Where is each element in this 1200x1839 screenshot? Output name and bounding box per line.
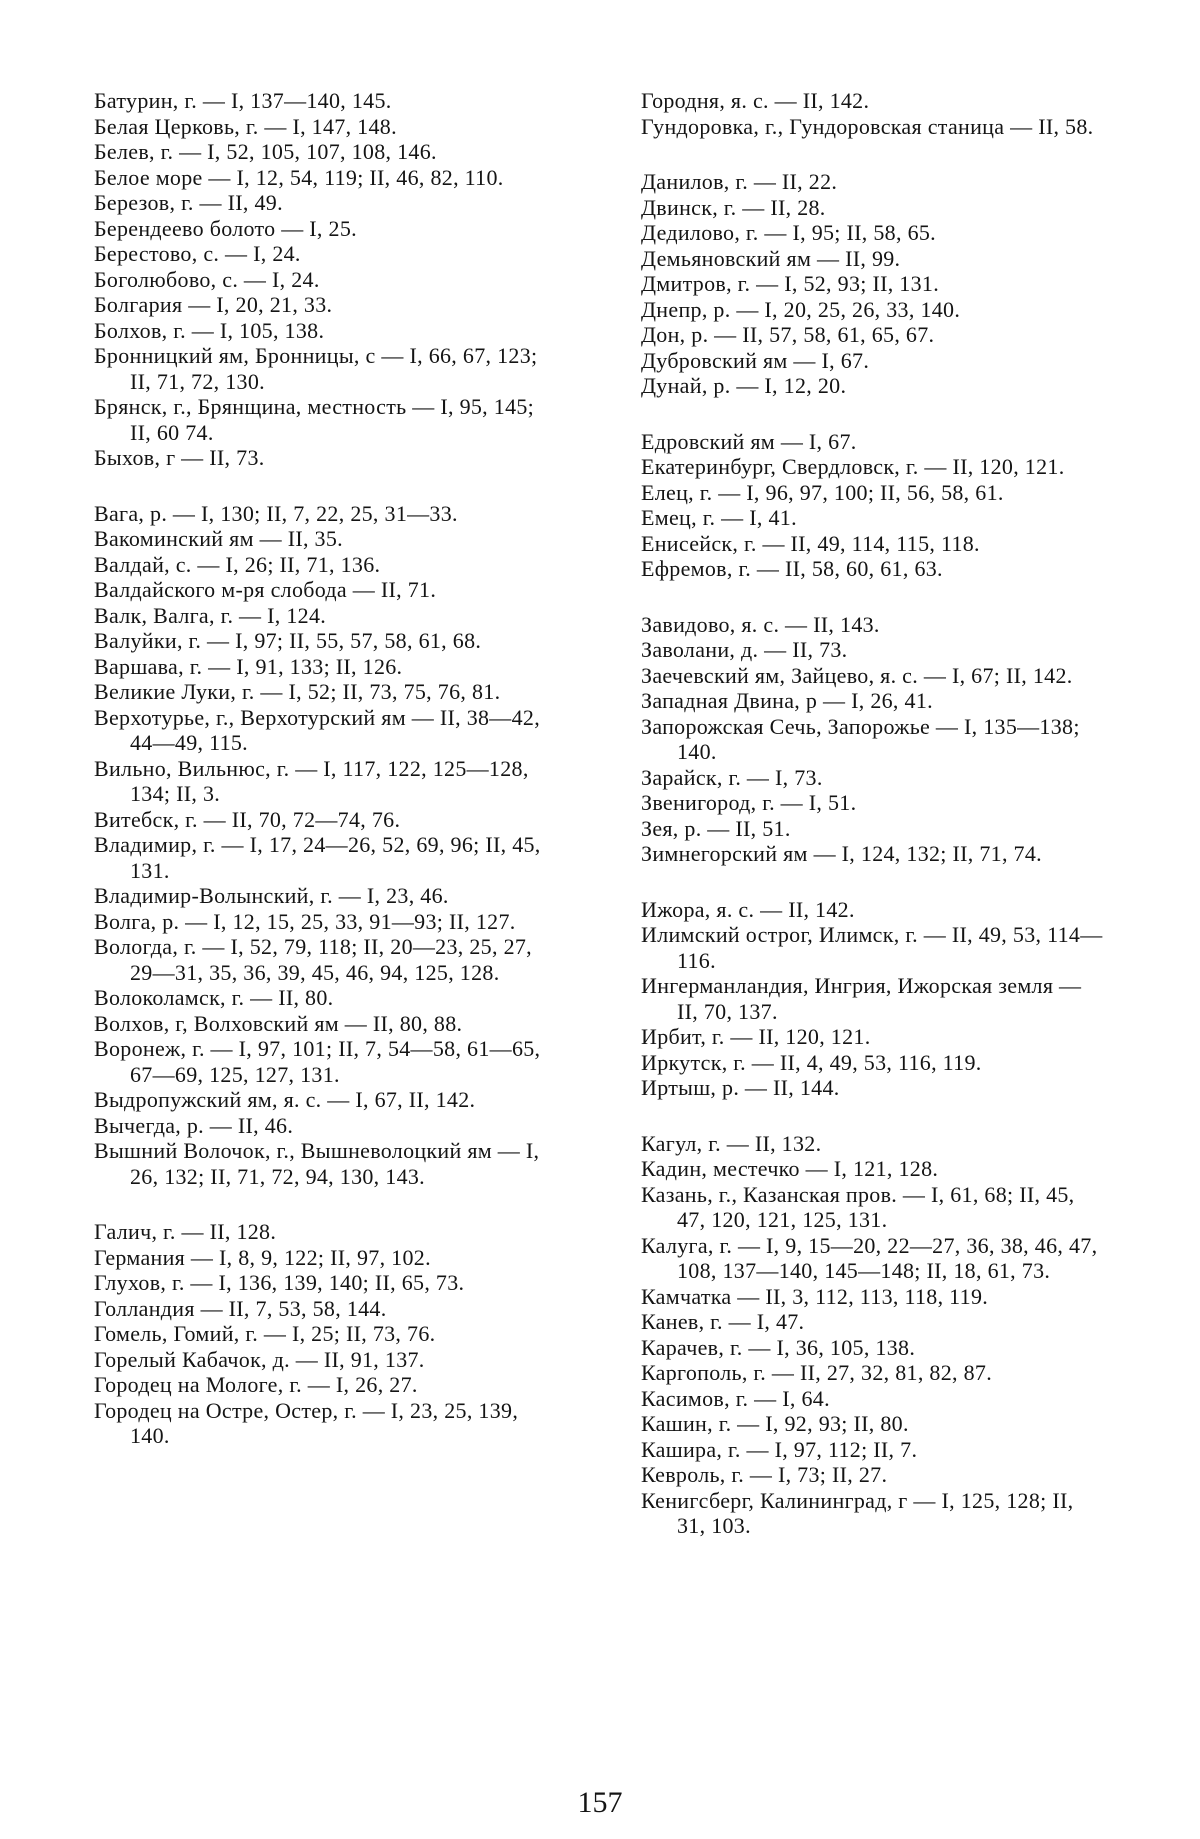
- index-entry: Елец, г. — I, 96, 97, 100; II, 56, 58, 61.: [641, 479, 1004, 505]
- index-entry: Выдропужский ям, я. с. — I, 67, II, 142.: [94, 1087, 476, 1112]
- letter-group-separator: [641, 1101, 1107, 1131]
- index-entry: Ирбит, г. — II, 120, 121.: [641, 1024, 871, 1049]
- index-entry: Канев, г. — I, 47.: [641, 1309, 805, 1334]
- letter-group-separator: [641, 867, 1107, 897]
- index-entry: Едровский ям — I, 67.: [641, 428, 857, 454]
- index-entry: Варшава, г. — I, 91, 133; II, 126.: [94, 653, 403, 679]
- index-entry: Калуга, г. — I, 9, 15—20, 22—27, 36, 38, 46, 47, 108, 137—140, 145—148; II, 18, 61, 73.: [641, 1232, 1098, 1283]
- index-entry: Владимир, г. — I, 17, 24—26, 52, 69, 96; II, 45, 131.: [94, 832, 541, 883]
- index-entry: Белое море — I, 12, 54, 119; II, 46, 82, 110.: [94, 164, 504, 190]
- index-entry: Кевроль, г. — I, 73; II, 27.: [641, 1462, 888, 1487]
- index-entry: Зея, р. — II, 51.: [641, 815, 791, 841]
- index-entry: Вышний Волочок, г., Вышневолоцкий ям — I, 26, 132; II, 71, 72, 94, 130, 143.: [94, 1138, 540, 1189]
- letter-group-separator: [641, 139, 1107, 169]
- index-entry: Кашира, г. — I, 97, 112; II, 7.: [641, 1436, 918, 1462]
- index-entry: Зарайск, г. — I, 73.: [641, 764, 823, 790]
- index-entry: Иртыш, р. — II, 144.: [641, 1075, 840, 1100]
- index-entry: Емец, г. — I, 41.: [641, 505, 797, 530]
- index-entry: Валдай, с. — I, 26; II, 71, 136.: [94, 551, 381, 577]
- index-entry: Белая Церковь, г. — I, 147, 148.: [94, 113, 397, 139]
- index-entry: Брянск, г., Брянщина, местность — I, 95, 145; II, 60 74.: [94, 394, 535, 445]
- index-entry: Ефремов, г. — II, 58, 60, 61, 63.: [641, 556, 943, 581]
- index-entry: Глухов, г. — I, 136, 139, 140; II, 65, 73.: [94, 1270, 465, 1295]
- index-entry: Горелый Кабачок, д. — II, 91, 137.: [94, 1346, 425, 1372]
- index-entry: Завидово, я. с. — II, 143.: [641, 611, 880, 637]
- index-entry: Двинск, г. — II, 28.: [641, 194, 826, 220]
- index-entry: Батурин, г. — I, 137—140, 145.: [94, 88, 392, 113]
- index-entry: Верхотурье, г., Верхотурский ям — II, 38—42, 44—49, 115.: [94, 704, 541, 755]
- index-entry: Казань, г., Казанская пров. — I, 61, 68; II, 45, 47, 120, 121, 125, 131.: [641, 1181, 1075, 1232]
- index-entry: Западная Двина, р — I, 26, 41.: [641, 688, 933, 713]
- letter-group-separator: [641, 399, 1107, 429]
- index-entry: Волга, р. — I, 12, 15, 25, 33, 91—93; II, 127.: [94, 908, 516, 934]
- index-entry: Ингерманландия, Ингрия, Ижорская земля — II, 70, 137.: [641, 973, 1082, 1024]
- index-entry: Голландия — II, 7, 53, 58, 144.: [94, 1295, 387, 1321]
- letter-group-separator: [94, 1189, 554, 1219]
- index-entry: Владимир-Волынский, г. — I, 23, 46.: [94, 883, 449, 908]
- index-entry: Дмитров, г. — I, 52, 93; II, 131.: [641, 271, 940, 296]
- index-entry: Великие Луки, г. — I, 52; II, 73, 75, 76, 81.: [94, 679, 501, 704]
- index-entry: Берестово, с. — I, 24.: [94, 241, 301, 266]
- index-entry: Заволани, д. — II, 73.: [641, 637, 848, 662]
- index-entry: Берендеево болото — I, 25.: [94, 215, 357, 241]
- index-entry: Галич, г. — II, 128.: [94, 1219, 277, 1244]
- index-entry: Березов, г. — II, 49.: [94, 190, 283, 215]
- index-entry: Кагул, г. — II, 132.: [641, 1130, 822, 1156]
- index-entry: Городец на Мологе, г. — I, 26, 27.: [94, 1372, 418, 1397]
- index-entry: Бронницкий ям, Бронницы, с — I, 66, 67, 123; II, 71, 72, 130.: [94, 343, 538, 394]
- index-entry: Камчатка — II, 3, 112, 113, 118, 119.: [641, 1283, 989, 1309]
- index-entry: Валк, Валга, г. — I, 124.: [94, 602, 327, 628]
- index-entry: Воронеж, г. — I, 97, 101; II, 7, 54—58, 61—65, 67—69, 125, 127, 131.: [94, 1036, 541, 1087]
- index-entry: Иркутск, г. — II, 4, 49, 53, 116, 119.: [641, 1049, 982, 1075]
- index-entry: Болгария — I, 20, 21, 33.: [94, 292, 333, 317]
- index-entry: Енисейск, г. — II, 49, 114, 115, 118.: [641, 530, 980, 556]
- index-entry: Касимов, г. — I, 64.: [641, 1385, 830, 1411]
- index-entry: Данилов, г. — II, 22.: [641, 169, 838, 194]
- index-column-right: [641, 88, 1107, 1539]
- index-entry: Дубровский ям — I, 67.: [641, 347, 870, 373]
- index-entry: Каргополь, г. — II, 27, 32, 81, 82, 87.: [641, 1360, 993, 1385]
- index-entry: Волоколамск, г. — II, 80.: [94, 985, 334, 1010]
- index-entry: Заечевский ям, Зайцево, я. с. — I, 67; II, 142.: [641, 662, 1073, 688]
- index-entry: Болхов, г. — I, 105, 138.: [94, 317, 325, 343]
- index-entry: Ижора, я. с. — II, 142.: [641, 896, 855, 922]
- index-entry: Кенигсберг, Калининград, г — I, 125, 128; II, 31, 103.: [641, 1487, 1074, 1538]
- index-entry: Быхов, г — II, 73.: [94, 445, 265, 470]
- index-entry: Дон, р. — II, 57, 58, 61, 65, 67.: [641, 322, 935, 347]
- index-entry: Дунай, р. — I, 12, 20.: [641, 373, 847, 398]
- index-entry: Германия — I, 8, 9, 122; II, 97, 102.: [94, 1244, 431, 1270]
- letter-group-separator: [94, 471, 554, 501]
- index-entry: Днепр, р. — I, 20, 25, 26, 33, 140.: [641, 296, 961, 322]
- index-entry: Екатеринбург, Свердловск, г. — II, 120, 121.: [641, 454, 1065, 479]
- index-column-left: [94, 88, 554, 1449]
- index-entry: Зимнегорский ям — I, 124, 132; II, 71, 74.: [641, 841, 1042, 866]
- index-entry: Вологда, г. — I, 52, 79, 118; II, 20—23, 25, 27, 29—31, 35, 36, 39, 45, 46, 94, 125, 128.: [94, 934, 532, 985]
- index-entry: Витебск, г. — II, 70, 72—74, 76.: [94, 806, 401, 832]
- index-entry: Городец на Остре, Остер, г. — I, 23, 25, 139, 140.: [94, 1397, 519, 1448]
- index-entry: Вага, р. — I, 130; II, 7, 22, 25, 31—33.: [94, 500, 458, 526]
- index-entry: Звенигород, г. — I, 51.: [641, 790, 857, 815]
- index-entry: Городня, я. с. — II, 142.: [641, 88, 870, 113]
- index-entry: Кашин, г. — I, 92, 93; II, 80.: [641, 1411, 909, 1436]
- index-entry: Вакоминский ям — II, 35.: [94, 526, 343, 551]
- index-entry: Валдайского м-ря слобода — II, 71.: [94, 577, 437, 602]
- index-entry: Карачев, г. — I, 36, 105, 138.: [641, 1334, 916, 1360]
- index-entry: Волхов, г, Волховский ям — II, 80, 88.: [94, 1010, 463, 1036]
- index-entry: Кадин, местечко — I, 121, 128.: [641, 1156, 939, 1181]
- index-entry: Илимский острог, Илимск, г. — II, 49, 53, 114—116.: [641, 922, 1103, 973]
- index-entry: Валуйки, г. — I, 97; II, 55, 57, 58, 61, 68.: [94, 628, 482, 653]
- index-entry: Гомель, Гомий, г. — I, 25; II, 73, 76.: [94, 1321, 436, 1346]
- index-entry: Вычегда, р. — II, 46.: [94, 1112, 294, 1138]
- index-entry: Боголюбово, с. — I, 24.: [94, 266, 320, 292]
- index-entry: Демьяновский ям — II, 99.: [641, 245, 901, 271]
- index-entry: Вильно, Вильнюс, г. — I, 117, 122, 125—128, 134; II, 3.: [94, 755, 529, 806]
- index-entry: Белев, г. — I, 52, 105, 107, 108, 146.: [94, 139, 437, 164]
- index-entry: Гундоровка, г., Гундоровская станица — II, 58.: [641, 113, 1094, 139]
- index-entry: Дедилово, г. — I, 95; II, 58, 65.: [641, 220, 936, 245]
- page-number: 157: [577, 1786, 623, 1819]
- letter-group-separator: [641, 582, 1107, 612]
- index-entry: Запорожская Сечь, Запорожье — I, 135—138; 140.: [641, 713, 1080, 764]
